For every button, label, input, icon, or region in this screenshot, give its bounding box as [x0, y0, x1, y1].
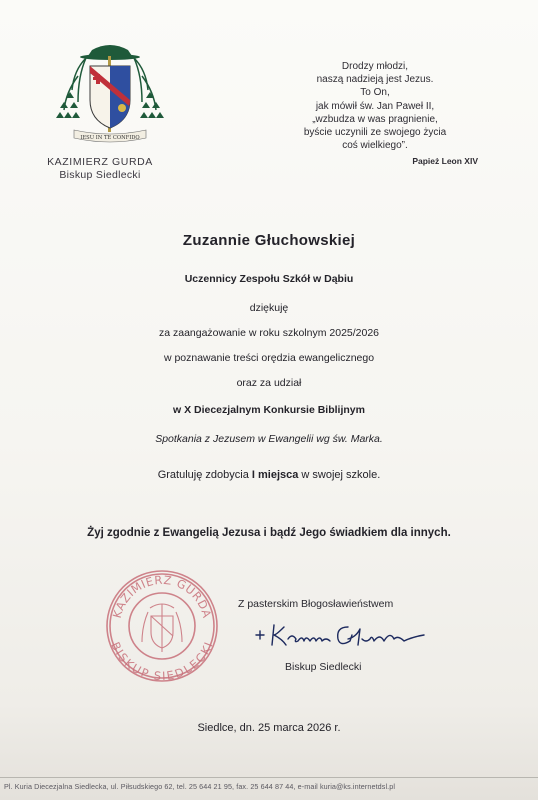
pope-quote: [268, 60, 482, 152]
handwritten-signature: [252, 617, 432, 653]
svg-text:IESU IN TE CONFIDO: IESU IN TE CONFIDO: [80, 135, 140, 141]
congrats-text-end: w swojej szkole.: [298, 469, 381, 481]
quote-line: coś wielkiego”.: [342, 140, 408, 152]
quote-line: jak mówił św. Jan Paweł II,: [315, 100, 435, 112]
place-and-date: Siedlce, dn. 25 marca 2026 r.: [197, 722, 341, 734]
signature-title: Biskup Siedlecki: [285, 661, 362, 673]
blessing-text: Z pasterskim Błogosławieństwem: [238, 598, 394, 610]
participation-line: oraz za udział: [236, 377, 302, 389]
recipient-name: Zuzannie Głuchowskiej: [182, 232, 356, 249]
congrats-text: Gratuluję zdobycia: [157, 469, 252, 481]
quote-line: „wzbudza w was pragnienie,: [312, 113, 438, 125]
motto: Żyj zgodnie z Ewangelią Jezusa i bądź Jego świadkiem dla innych.: [87, 527, 451, 539]
quote-line: Drodzy młodzi,: [341, 61, 409, 72]
quote-author: Papież Leon XIV: [412, 156, 478, 166]
school-name: Uczennicy Zespołu Szkół w Dąbiu: [184, 273, 354, 285]
gospel-line: w poznawanie treści orędzia ewangelicznego: [163, 352, 375, 364]
quote-line: naszą nadzieją jest Jezus.: [316, 74, 434, 86]
place-achieved: I miejsca: [251, 469, 299, 481]
svg-text:KAZIMIERZ GURDA: KAZIMIERZ GURDA: [109, 572, 215, 620]
footer-divider: [0, 777, 538, 778]
thanks-line: dziękuję: [249, 302, 289, 314]
contest-name: w X Diecezjalnym Konkursie Biblijnym: [173, 404, 365, 416]
official-stamp: [104, 568, 220, 684]
footer-address: Pl. Kuria Diecezjalna Siedlecka, ul. Piłsudskiego 62, tel. 25 644 21 95, fax. 25 644 87 44, e-mail kuria@ks.internetdsl.pl: [4, 782, 396, 791]
contest-theme: Spotkania z Jezusem w Ewangelii wg św. Marka.: [155, 433, 383, 445]
quote-line: byście uczynili ze swojego życia: [303, 127, 447, 139]
bishop-name: KAZIMIERZ GURDA: [47, 156, 153, 168]
engagement-line: za zaangażowanie w roku szkolnym 2025/2026: [158, 327, 380, 339]
coat-of-arms-icon: [52, 40, 168, 146]
bishop-title: Biskup Siedlecki: [59, 169, 141, 181]
svg-text:BISKUP SIEDLECKI: BISKUP SIEDLECKI: [108, 639, 216, 684]
quote-line: To On,: [360, 87, 390, 99]
congratulations-line: [0, 469, 538, 481]
